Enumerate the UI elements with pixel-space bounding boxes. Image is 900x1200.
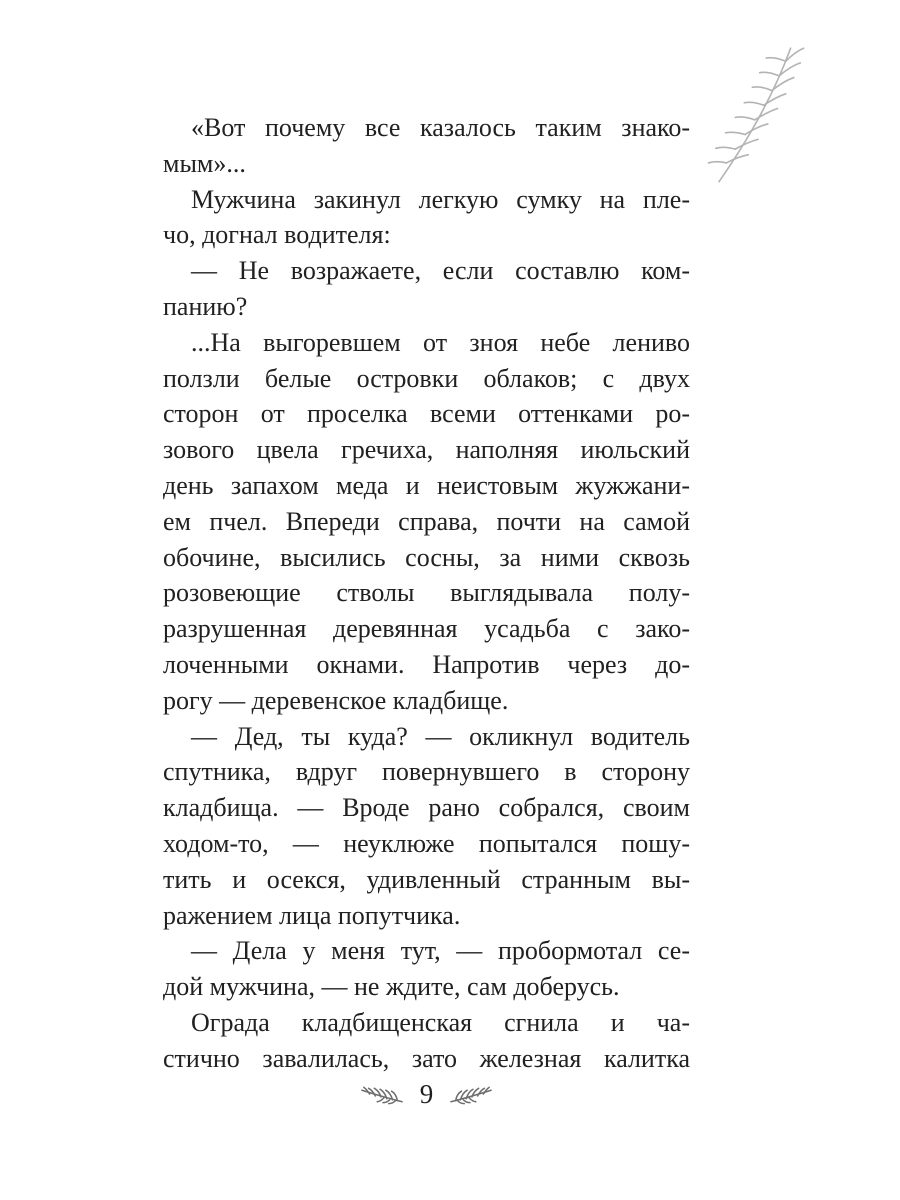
- paragraph: [163, 1005, 690, 1077]
- text-line: розовеющие стволы выглядывала полу-: [163, 578, 690, 608]
- text-line: — Дела у меня тут, — пробормотал се-: [191, 936, 690, 966]
- text-line: Ограда кладбищенская сгнила и ча-: [191, 1007, 690, 1037]
- text-line: обочине, высились сосны, за ними сквозь: [163, 542, 690, 572]
- paragraph: [163, 110, 690, 182]
- text-line: «Вот почему все казалось таким знако-: [191, 113, 690, 142]
- text-line: зового цвела гречиха, наполняя июльский: [163, 435, 690, 465]
- text-line: ...На выгоревшем от зноя небе лениво: [191, 327, 690, 357]
- fern-leaf-icon: [449, 1085, 493, 1105]
- text-line: кладбища. — Вроде рано собрался, своим: [163, 793, 690, 823]
- paragraph: [163, 719, 690, 934]
- text-line: ходом-то, — неуклюже попытался пошу-: [163, 828, 690, 858]
- text-line: стично завалилась, зато железная калитка: [163, 1043, 690, 1073]
- text-line: мым»...: [163, 148, 246, 178]
- paragraph: [163, 253, 690, 325]
- text-line: день запахом меда и неистовым жужжани-: [163, 470, 690, 500]
- page-number: 9: [419, 1078, 434, 1109]
- text-line: разрушенная деревянная усадьба с зако-: [163, 614, 690, 644]
- text-line: — Не возражаете, если составлю ком-: [191, 256, 690, 286]
- text-block: [163, 110, 690, 1077]
- text-line: лоченными окнами. Напротив через до-: [163, 649, 690, 679]
- text-line: чо, догнал водителя:: [163, 220, 391, 250]
- footer: [163, 1078, 690, 1112]
- text-line: спутника, вдруг повернувшего в сторону: [163, 757, 690, 787]
- text-line: Мужчина закинул легкую сумку на пле-: [191, 184, 690, 214]
- paragraph: [163, 933, 690, 1005]
- text-line: ползли белые островки облаков; с двух: [163, 363, 690, 393]
- text-line: сторон от проселка всеми оттенками ро-: [163, 399, 690, 429]
- text-line: ражением лица попутчика.: [163, 900, 461, 930]
- text-line: рогу — деревенское кладбище.: [163, 685, 509, 715]
- fern-branch-icon: [693, 36, 815, 198]
- text-line: дой мужчина, — не ждите, сам доберусь.: [163, 972, 620, 1002]
- text-line: — Дед, ты куда? — окликнул водитель: [191, 721, 690, 751]
- paragraph: [163, 182, 690, 254]
- text-line: панию?: [163, 291, 248, 321]
- text-line: тить и осекся, удивленный странным вы-: [163, 864, 690, 894]
- paragraph: [163, 325, 690, 719]
- text-line: ем пчел. Впереди справа, почти на самой: [163, 506, 690, 536]
- fern-leaf-icon: [360, 1085, 404, 1105]
